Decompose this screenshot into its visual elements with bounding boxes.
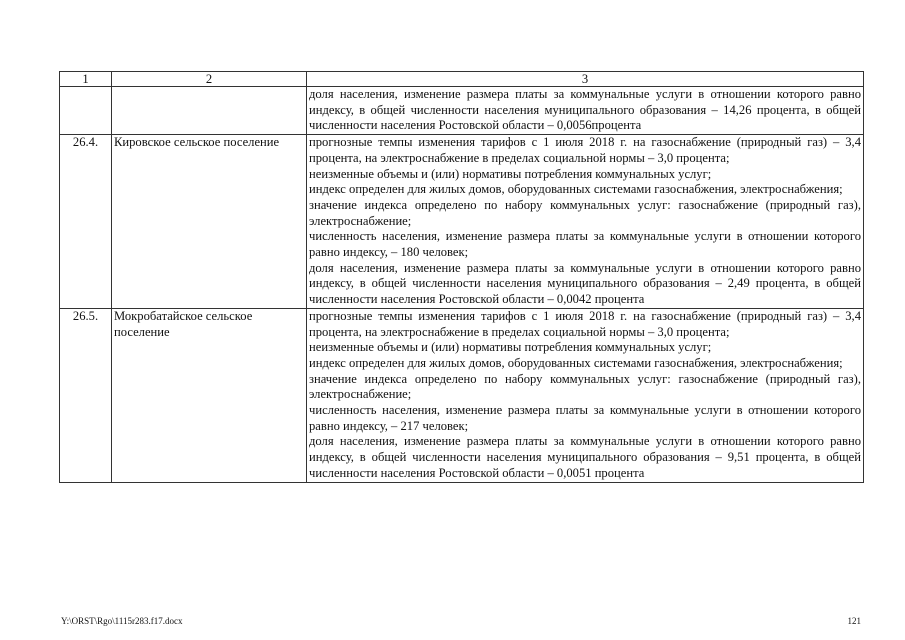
row-description [307, 87, 864, 135]
description-line: значение индекса определено по набору коммунальных услуг: газоснабжение (природный газ), электроснабжение; [309, 371, 861, 402]
description-line: неизменные объемы и (или) нормативы потребления коммунальных услуг; [309, 340, 712, 355]
description-line: доля населения, изменение размера платы за коммунальные услуги в отношении которого равно индексу, в общей численности населения муниципального образования – 2,49 процента, в общей численности населения Ростовской области – 0,0042 процента [309, 260, 861, 307]
description-line: индекс определен для жилых домов, оборудованных системами газоснабжения, электроснабжения; [309, 355, 843, 370]
settlement-name: Мокробатайское сельское поселение [112, 308, 307, 482]
row-number: 26.4. [60, 135, 112, 309]
row-number: 26.5. [60, 308, 112, 482]
description-line: значение индекса определено по набору коммунальных услуг: газоснабжение (природный газ), электроснабжение; [309, 197, 861, 228]
table-row [60, 87, 864, 135]
description-line: численность населения, изменение размера платы за коммунальные услуги в отношении которого равно индексу, – 180 человек; [309, 229, 861, 260]
description-line: прогнозные темпы изменения тарифов с 1 июля 2018 г. на газоснабжение (природный газ) – 3,4 процента, на электроснабжение в пределах социальной нормы – 3,0 процента; [309, 308, 861, 339]
description-line: численность населения, изменение размера платы за коммунальные услуги в отношении которого равно индексу, – 217 человек; [309, 403, 861, 433]
row-number [60, 87, 112, 135]
description-line: неизменные объемы и (или) нормативы потребления коммунальных услуг; [309, 166, 712, 181]
table-row [60, 135, 864, 309]
footer-file-path: Y:\ORST\Rgo\1115r283.f17.docx [61, 616, 183, 626]
description-line: доля населения, изменение размера платы за коммунальные услуги в отношении которого равно индексу, в общей численности населения муниципального образования – 14,26 процента, в общей численности населения Ростовской области – 0,0056процента [309, 87, 861, 133]
page-number: 121 [847, 616, 861, 626]
settlement-name: Кировское сельское поселение [112, 135, 307, 309]
description-line: доля населения, изменение размера платы за коммунальные услуги в отношении которого равно индексу, в общей численности населения муниципального образования – 9,51 процента, в общей численности населения Ростовской области – 0,0051 процента [309, 434, 861, 480]
document-table [59, 71, 864, 483]
settlement-name [112, 87, 307, 135]
description-line: прогнозные темпы изменения тарифов с 1 июля 2018 г. на газоснабжение (природный газ) – 3,4 процента, на электроснабжение в пределах социальной нормы – 3,0 процента; [309, 135, 861, 165]
row-description [307, 308, 864, 482]
description-line: индекс определен для жилых домов, оборудованных системами газоснабжения, электроснабжения; [309, 182, 843, 197]
header-col-2: 2 [112, 72, 307, 87]
header-col-3: 3 [307, 72, 864, 87]
table-row [60, 308, 864, 482]
header-col-1: 1 [60, 72, 112, 87]
row-description [307, 135, 864, 309]
table-header-row [60, 72, 864, 87]
